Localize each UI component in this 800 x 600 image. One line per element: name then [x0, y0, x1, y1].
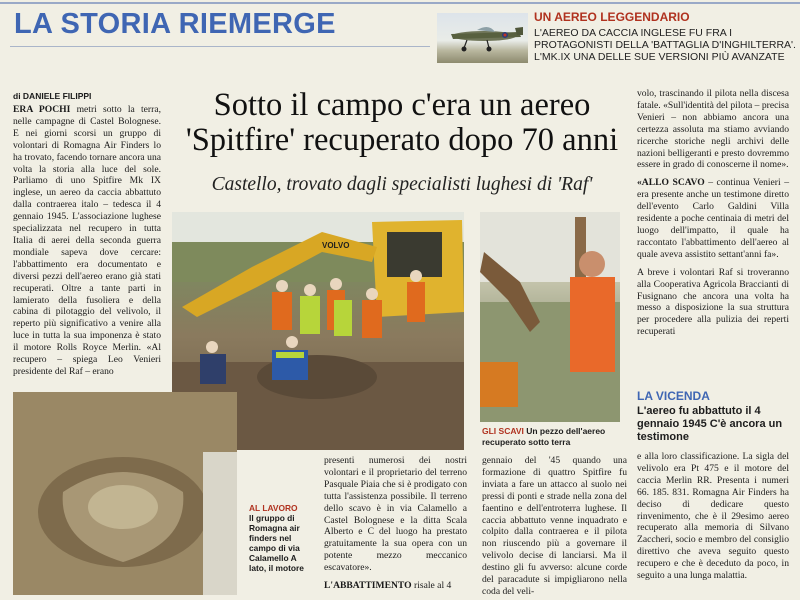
article-column-left [13, 104, 161, 378]
column-right-text-3: A breve i volontari Raf si troveranno alla Cooperativa Agricola Braccianti di Fusignano che ancora una volta ha messo a disposizione la sua struttura per procedere alla pulizia dei reperti recuperati [637, 266, 789, 338]
excavator-brand: VOLVO [322, 241, 350, 250]
volunteer-with-piece [480, 212, 620, 422]
lead-in: ERA POCHI [13, 104, 71, 115]
column-right-text-2: – continua Venieri – era presente anche un testimone diretto dell'evento Carlo Galdini Villa residente a poche centinaia di metri del luogo dell'impatto, il quale ha raccontato l'abbattimento dell'aereo al quale aveva assistito settant'anni fa». [637, 177, 789, 260]
column-left-text: metri sotto la terra, nelle campagne di Castel Bolognese. E nei giorni scorsi un gruppo di volontari di Romagna Air Finders lo ha trovato, facendo tornare ancora una volta la storia alla luce del sole. Parliamo di uno Spitfire Mk IX inglese, un aereo da caccia abbattuto dalla contraerea italo – tedesca il 4 gennaio 1945. L'associazione lughese specializzata nel recupero in tutta Italia di aerei della seconda guerra mondiale sapeva dove cercare: l'abbattimento era documentato e diversi pezzi dell'aereo erano già stati recuperati. Oltre a tante parti in lamierato della fusoliera e della cabina di pilotaggio del velivolo, il reperto più significativo a venire alla luce in tutta la sua imponenza è stato il motore Rolls Royce Merlin. «Al recupero – spiega Leo Venieri presidente del Raf – erano [13, 104, 161, 377]
photo-caption-scavi [482, 426, 627, 447]
top-rule [0, 2, 800, 4]
vicenda-text: L'aereo fu abbattuto il 4 gennaio 1945 C'è ancora un testimone [637, 405, 783, 443]
column-right-text-1: volo, trascinando il pilota nella discesa fatale. «Sull'identità del pilota – precisa Venieri – non abbiamo ancora una certezza assoluta ma stiamo avviando ricerche storiche negli archivi delle nazioni belligeranti e presto dovremmo essere in grado di conoscerne il nome». [637, 88, 789, 171]
subheadline: Castello, trovato dagli specialisti lughesi di 'Raf' [211, 174, 593, 195]
article-column-right [637, 88, 789, 338]
engine-in-field [13, 392, 237, 595]
aircraft-piece-photo [480, 212, 620, 422]
engine-photo [13, 392, 237, 595]
vicenda-title: LA VICENDA [637, 389, 710, 403]
article-column-mid-2: gennaio del '45 quando una formazione di quattro Spitfire fu inviata a fare un attacco al suolo nei pressi di ponti e strade nella zona del faentino e dell'entroterra lughese. Il caccia abbattuto venne inquadrato e colpito dalla contraerea e il pilota non riuscendo più a governare il velivolo decise di lanciarsi. Ma il destino gli fu avverso: alcune corde del paracadute si impigliarono nella coda del veli- [482, 455, 627, 597]
column-mid-1-text: presenti numerosi dei nostri volontari e il proprietario del terreno Pasquale Piaia che si è prodigato con tutta l'assistenza possibile. Il terreno dello scavo è in via Calamello a Castel Bolognese e la ditta Scala Alberto e C del luogo ha prestato gratuitamente la sua opera con un potente mezzo meccanico escavatore». [324, 455, 467, 574]
headline-line-1: Sotto il campo c'era un aereo [213, 87, 591, 123]
article-column-mid-1 [324, 455, 467, 592]
spitfire-illustration [437, 13, 528, 63]
lead-in-scavo: «ALLO SCAVO [637, 177, 705, 189]
caption-scavi-head: GLI SCAVI [482, 426, 524, 436]
headline-line-2: 'Spitfire' recuperato dopo 70 anni [185, 122, 619, 158]
legend-text: L'AEREO DA CACCIA INGLESE FU FRA I PROTAGONISTI DELLA 'BATTAGLIA D'INGHILTERRA'. L'MK.IX UNA DELLE SUE VERSIONI PIÙ AVANZATE [534, 27, 796, 64]
section-title: LA STORIA RIEMERGE [14, 8, 336, 40]
legend-title: UN AEREO LEGGENDARIO [534, 10, 690, 24]
spitfire-photo [437, 13, 528, 63]
header-divider [10, 46, 430, 47]
column-mid-1-tail: risale al 4 [411, 580, 452, 592]
caption-lavoro-head: AL LAVORO [249, 503, 298, 513]
byline: di DANIELE FILIPPI [13, 91, 92, 101]
headline [172, 88, 632, 158]
article-column-right-lower: e alla loro classificazione. La sigla del velivolo era Pt 475 e il motore del caccia Merlin RR. Presenta i numeri 66. 185. 831. Romagna Air Finders ha deciso di dedicare questo rinvenimento, che è il 29esimo aereo recuperato alla memoria di Silvano Zaccheri, socio e membro del consiglio direttivo che aveva seguito questo recupero e che è deceduto da poco, in seguito a una lunga malattia. [637, 451, 789, 582]
photo-caption-lavoro [249, 503, 315, 573]
lead-in-abbattimento: L'ABBATTIMENTO [324, 580, 412, 592]
caption-scavi-text: Un pezzo dell'aereo recuperato sotto terra [482, 426, 606, 447]
caption-lavoro-text: Il gruppo di Romagna air finders nel campo di via Calamello A lato, il motore [249, 513, 304, 573]
vicenda-box [637, 389, 789, 444]
